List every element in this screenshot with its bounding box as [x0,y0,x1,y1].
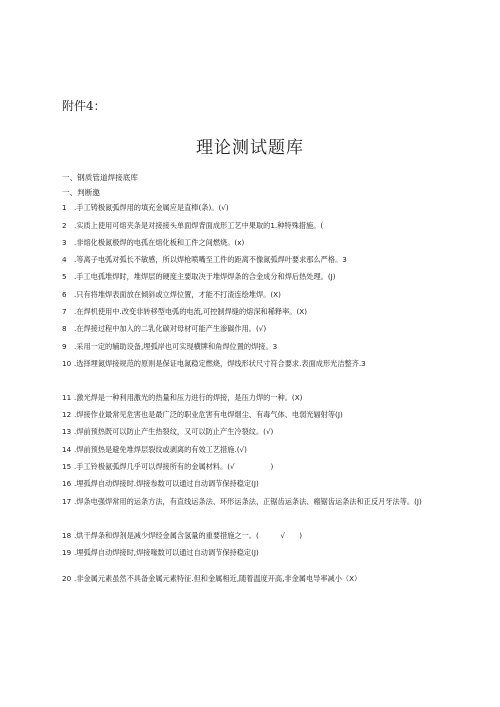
question-number: 19 [62,548,72,557]
question-item [62,357,442,370]
question-item [62,305,442,318]
question-text: .在焊机使用中.改变非转移型电弧的电流,可控制焊缝的熔深和稀释率。(X) [74,307,308,316]
question-number: 12 [62,410,72,419]
question-text: .埋孤焊自动焊接时.焊接参数可以通过自动调节保持稳定(J) [74,479,259,488]
question-item [62,236,442,249]
question-text: .只有将堆焊表面放在倾斜或立焊位置，才能不打渣连绘堆焊。(X) [74,290,281,299]
page-title: 理论测试题库 [196,138,304,158]
question-text: .焊接作业最常见危害也是最广泛的职业危害有电焊烟尘、有毒气体、电弱光辐射等(J) [74,410,343,419]
question-text: .焊前预热既可以防止产生热裂纹，又可以防止产生冷裂纹。(√) [74,427,274,436]
question-number: 2 [62,221,67,230]
question-item [62,529,442,542]
question-text: .焊前预热是避免堆焊层裂纹或剥离的有效工艺措施.(√) [74,445,247,454]
question-item [62,572,442,585]
question-text: .在焊接过程中加入的二乳化碳对母材可能产生渗碳作用。(√) [74,324,267,333]
question-text: .埋弧焊自动焊接时,焊接喙数可以通过自动调节保持稳定(J) [74,548,259,557]
question-number: 4 [62,255,67,264]
question-item [62,425,442,438]
question-item [62,495,442,508]
question-number: 3 [62,238,67,247]
question-text: .非金属元素虽然不具备金属元素特征.但和金属相近,随着温度开高,非金属电导率减小（X） [74,574,362,583]
question-item [62,322,442,335]
question-number: 16 [62,479,72,488]
question-item [62,288,442,301]
question-text: .非熔化极氮极焊的电孤在熔化板和工件之间燃烧。(x) [74,238,245,247]
question-text: .选择埋氮焊接规范的原则是保证电氮稳定燃烧，焊线形状尺寸符合要求.表面成形光洁整齐.3 [74,359,366,368]
question-number: 18 [62,531,72,540]
question-number: 20 [62,574,72,583]
question-text: .焊条电强焊常用的运条方法，有直线运条法、环形运条法、正锯齿运条法、瘢锯齿运条法和正反月牙法等。(J) [74,497,422,506]
question-item [62,477,442,490]
question-text: .手工电孤堆焊时，堆焊层的硬度主要取决于堆焊焊条的合金成分和焊后热处理。(J) [74,272,336,281]
question-number: 6 [62,290,67,299]
question-number: 9 [62,342,67,351]
question-text: .实质上使用可熔夹条是对接接头单面焊背面成形工艺中果取的1.种特殊措施。( [74,221,324,230]
question-item [62,460,442,473]
question-item [62,219,442,232]
attachment-label: 附件4： [62,99,106,113]
question-text: .采用一定的辅助设备,埋弧岸也可实现横牌和角焊位置的焊接。3 [74,342,278,351]
question-item [62,546,442,559]
question-item [62,408,442,421]
section-heading: 一、钢质管道焊接底库 [62,173,138,182]
question-text: .手工铃极氨弧焊几乎可以焊接所有的金属材料。(√ ) [74,462,274,471]
question-text: .手工铸极氮弧焊用的填充金属应是直棒(条)。(√) [74,203,229,212]
question-number: 14 [62,445,72,454]
question-item [62,391,442,404]
question-number: 13 [62,427,72,436]
question-number: 11 [62,393,72,402]
question-item [62,443,442,456]
question-number: 1 [62,203,67,212]
question-number: 8 [62,324,67,333]
question-number: 17 [62,497,72,506]
question-number: 7 [62,307,67,316]
question-text: .等离子电弧对弧长不敏感，所以焊枪喷嘴至工件的距离不像氮弧焊叶要求那么严格。3 [74,255,347,264]
subsection-heading: 一、判断邀 [62,188,100,197]
question-text: .烘干焊条和焊剂是减少焊经金属含氢量的重要措施之一。( √ ) [74,531,303,540]
question-item [62,340,442,353]
question-number: 10 [62,359,72,368]
question-number: 5 [62,272,67,281]
question-text: .激光焊是一种利用激光的热量和压力进行的焊接，是压力焊的一种。(X) [74,393,303,402]
question-item [62,270,442,283]
question-item [62,201,442,214]
question-item [62,253,442,266]
question-number: 15 [62,462,72,471]
